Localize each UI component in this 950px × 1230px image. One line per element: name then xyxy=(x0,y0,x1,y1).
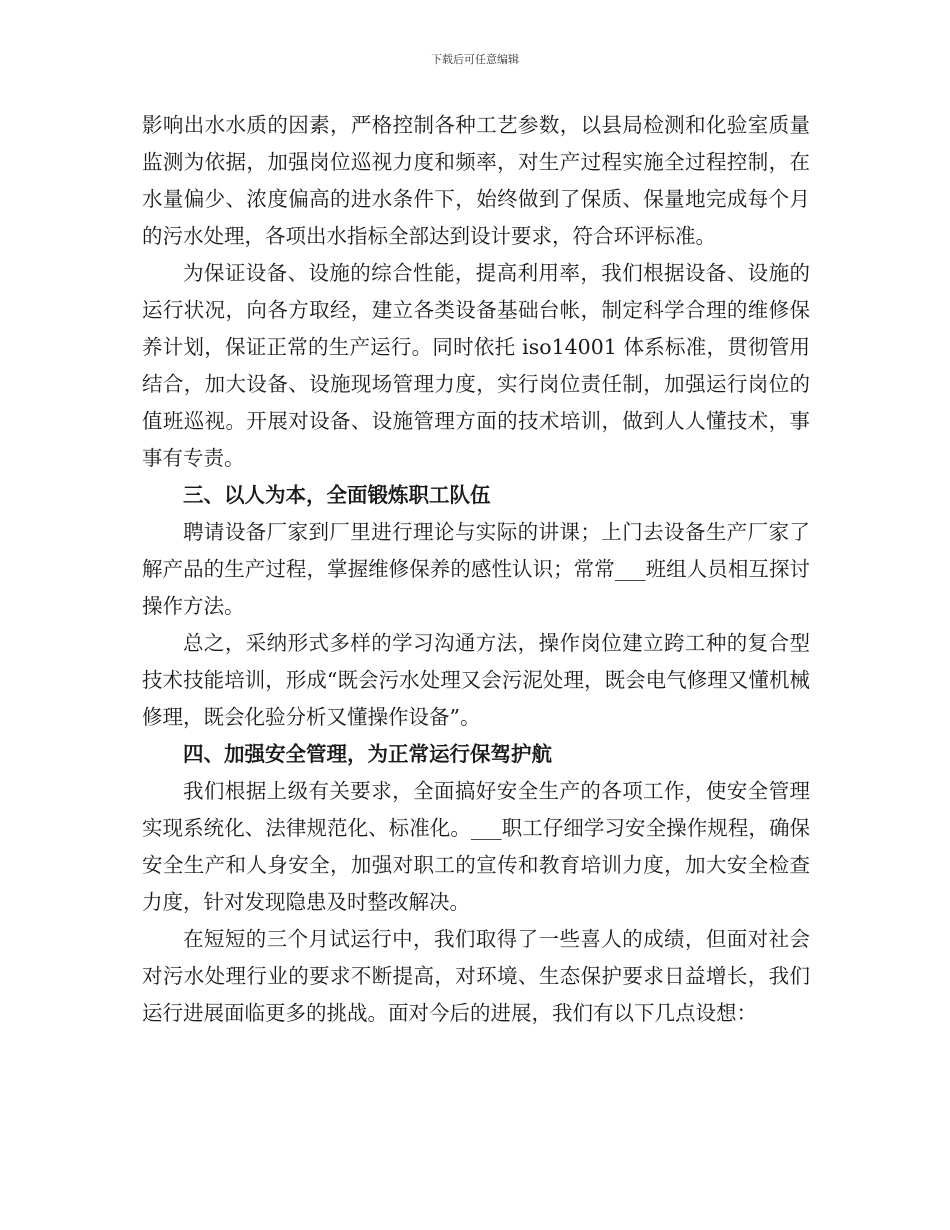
paragraph-3: 聘请设备厂家到厂里进行理论与实际的讲课；上门去设备生产厂家了解产品的生产过程，掌握维修保养的感性认识；常常___班组人员相互探讨操作方法。 xyxy=(142,520,810,618)
paragraph-6: 在短短的三个月试运行中，我们取得了一些喜人的成绩，但面对社会对污水处理行业的要求不断提高，对环境、生态保护要求日益增长，我们运行进展面临更多的挑战。面对今后的进展，我们有以下几点设想： xyxy=(142,927,810,1025)
document-body xyxy=(142,107,810,1032)
paragraph-2: 为保证设备、设施的综合性能，提高利用率，我们根据设备、设施的运行状况，向各方取经，建立各类设备基础台帐，制定科学合理的维修保养计划，保证正常的生产运行。同时依托 iso14001 体系标准，贯彻管用结合，加大设备、设施现场管理力度，实行岗位责任制，加强运行岗位的值班巡视。开展对设备、设施管理方面的技术培训，做到人人懂技术，事事有专责。 xyxy=(142,261,810,470)
paragraph-4: 总之，采纳形式多样的学习沟通方法，操作岗位建立跨工种的复合型技术技能培训，形成“既会污水处理又会污泥处理，既会电气修理又懂机械修理，既会化验分析又懂操作设备”。 xyxy=(142,631,810,729)
paragraph-5: 我们根据上级有关要求，全面搞好安全生产的各项工作，使安全管理实现系统化、法律规范化、标准化。___职工仔细学习安全操作规程，确保安全生产和人身安全，加强对职工的宣传和教育培训力度，加大安全检查力度，针对发现隐患及时整改解决。 xyxy=(142,779,810,914)
paragraph-1: 影响出水水质的因素，严格控制各种工艺参数，以县局检测和化验室质量监测为依据，加强岗位巡视力度和频率，对生产过程实施全过程控制，在水量偏少、浓度偏高的进水条件下，始终做到了保质、保量地完成每个月的污水处理，各项出水指标全部达到设计要求，符合环评标准。 xyxy=(142,113,810,248)
section-heading-4: 四、加强安全管理，为正常运行保驾护航 xyxy=(183,742,552,766)
section-heading-3: 三、以人为本，全面锻炼职工队伍 xyxy=(183,483,491,507)
page-header: 下载后可任意编辑 xyxy=(431,53,519,66)
